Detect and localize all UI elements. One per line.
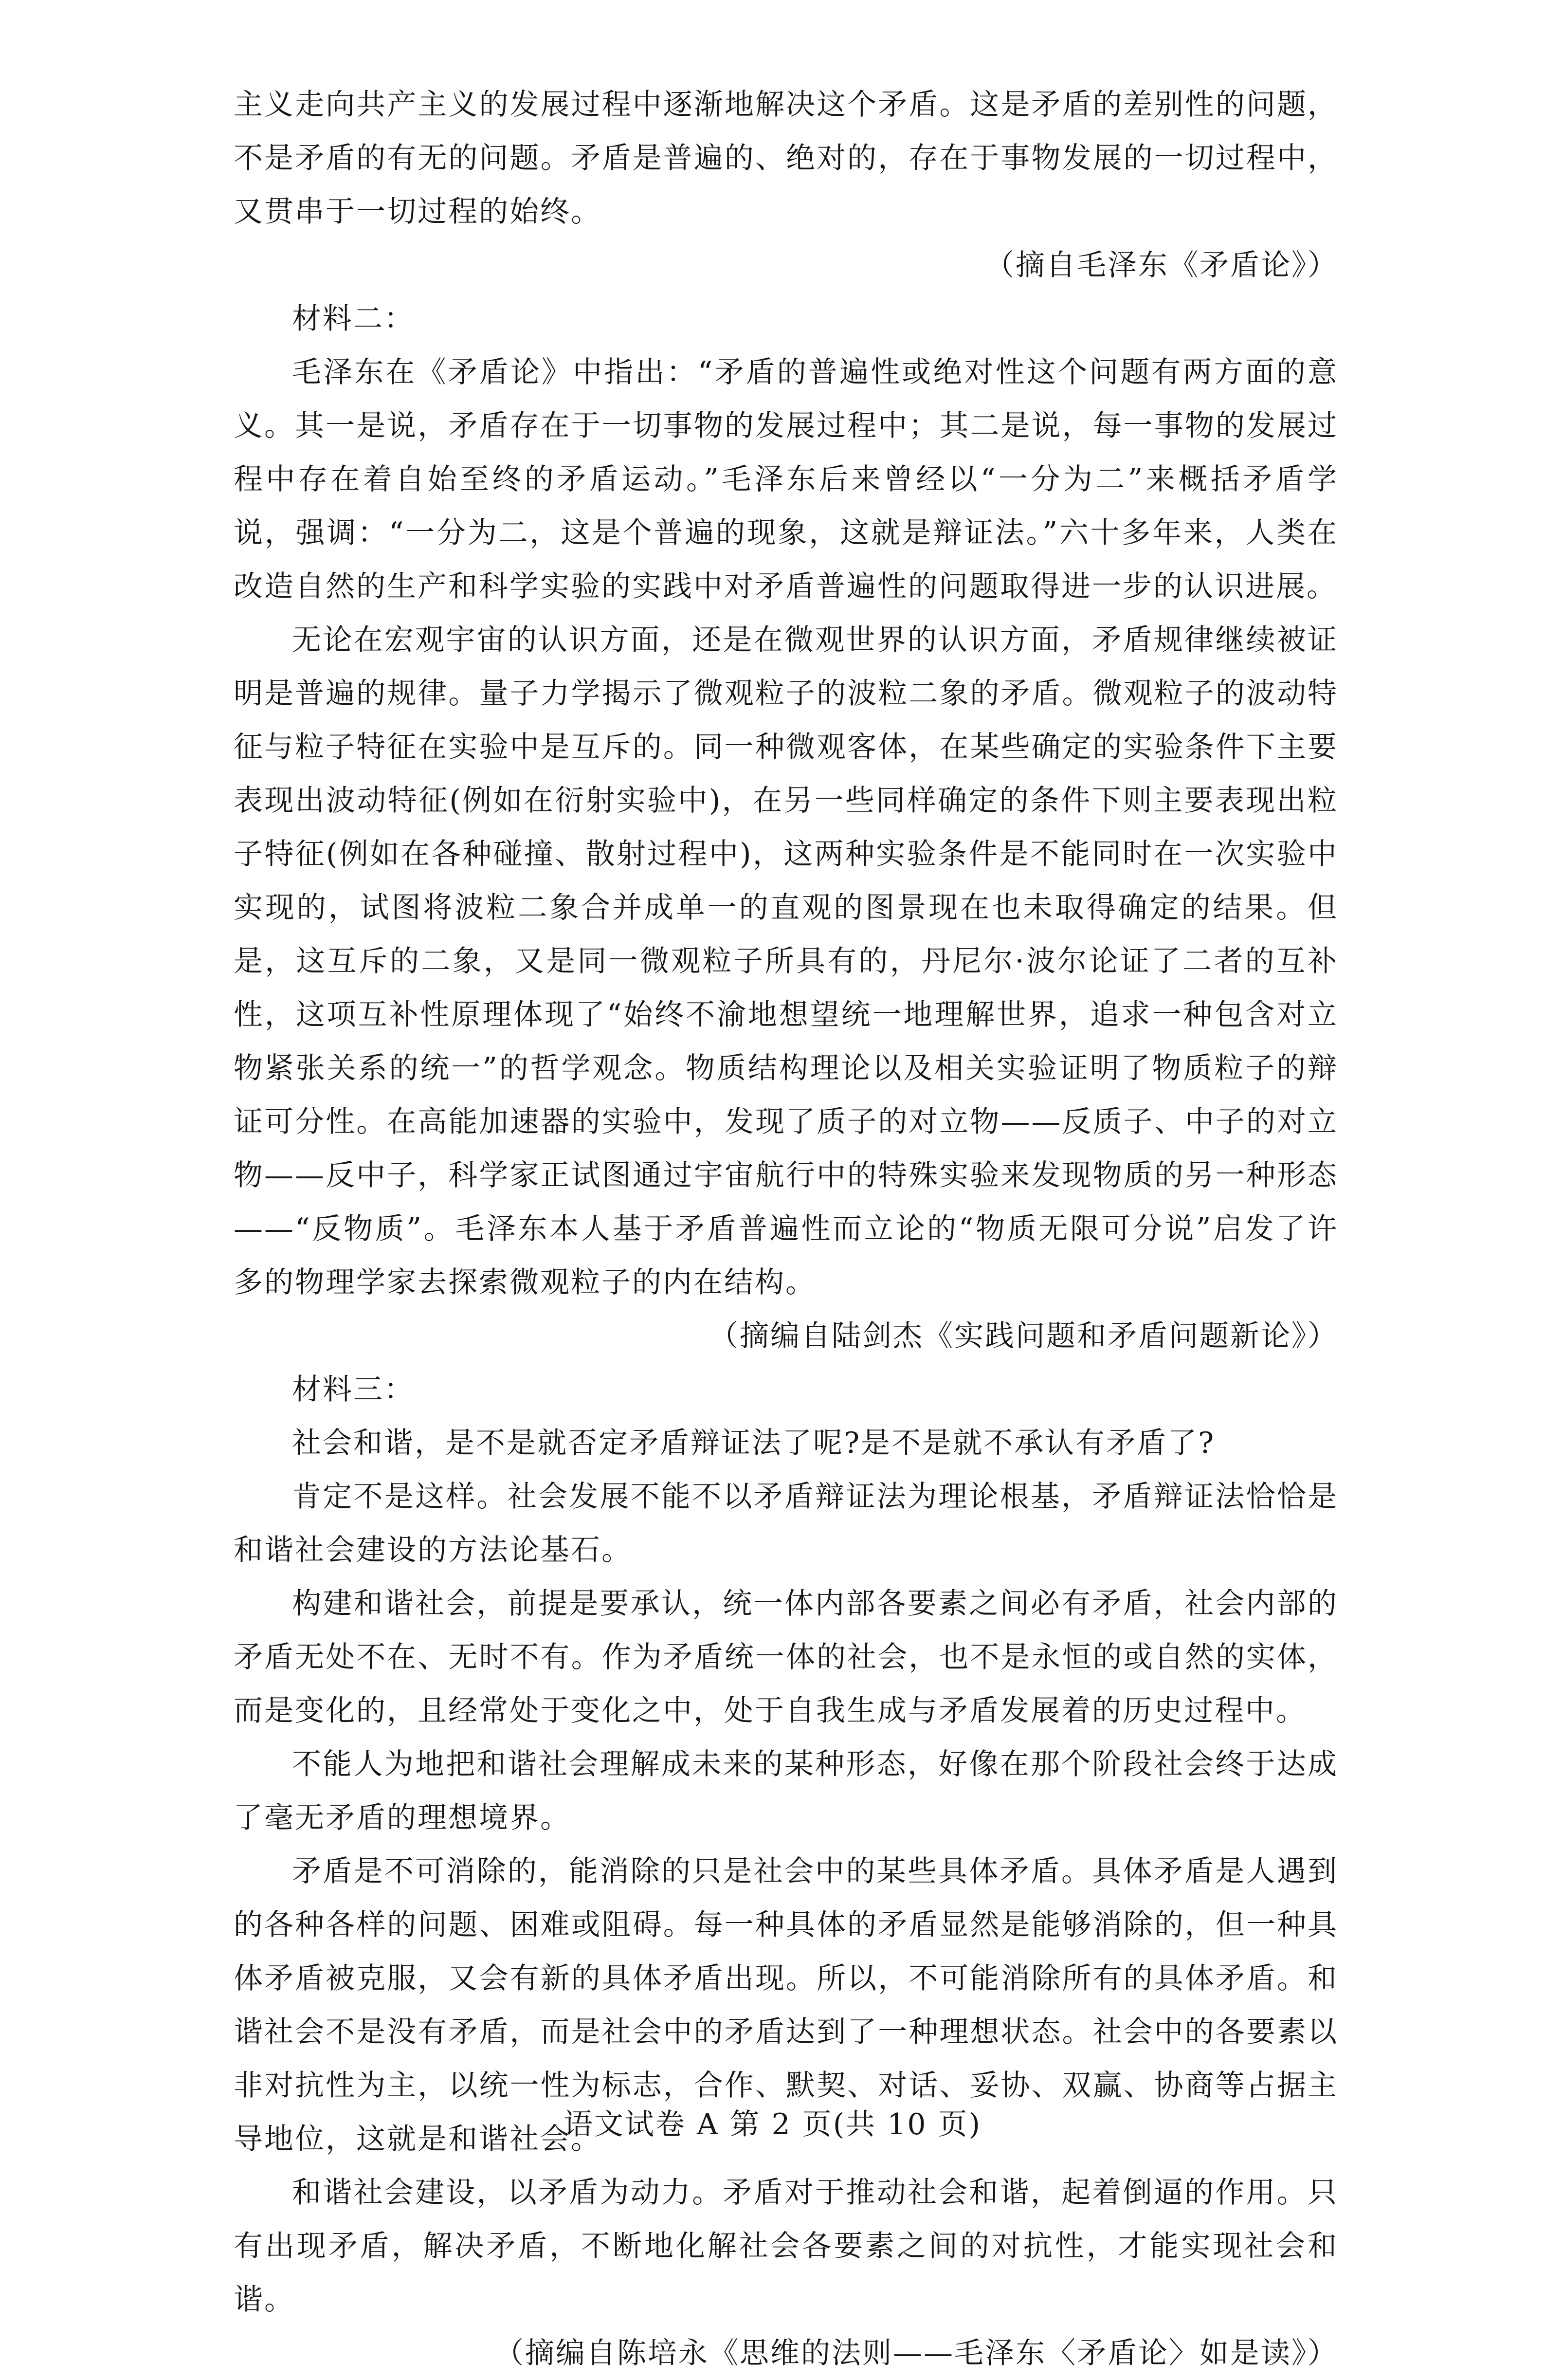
material3-paragraph: 不能人为地把和谐社会理解成未来的某种形态，好像在那个阶段社会终于达成了毫无矛盾的理想境界。 — [234, 1747, 1338, 1835]
material3-paragraph: 矛盾是不可消除的，能消除的只是社会中的某些具体矛盾。具体矛盾是人遇到的各种各样的问题、困难或阻碍。每一种具体的矛盾显然是能够消除的，但一种具体矛盾被克服，又会有新的具体矛盾出现。所以，不可能消除所有的具体矛盾。和谐社会不是没有矛盾，而是社会中的矛盾达到了一种理想状态。社会中的各要素以非对抗性为主，以统一性为标志，合作、默契、对话、妥协、双赢、协商等占据主导地位，这就是和谐社会。 — [234, 1854, 1338, 2156]
page-footer: 语文试卷 A 第 2 页(共 10 页) — [563, 2107, 982, 2142]
material3-paragraph: 社会和谐，是不是就否定矛盾辩证法了呢?是不是就不承认有矛盾了? — [292, 1426, 1216, 1460]
material3-source: （摘编自陈培永《思维的法则——毛泽东〈矛盾论〉如是读》） — [494, 2336, 1338, 2370]
material1-source: （摘自毛泽东《矛盾论》） — [985, 248, 1338, 282]
page-body — [234, 78, 1338, 2380]
material2-paragraph: 毛泽东在《矛盾论》中指出：“矛盾的普遍性或绝对性这个问题有两方面的意义。其一是说，矛盾存在于一切事物的发展过程中；其二是说，每一事物的发展过程中存在着自始至终的矛盾运动。”毛泽东后来曾经以“一分为二”来概括矛盾学说，强调：“一分为二，这是个普遍的现象，这就是辩证法。”六十多年来，人类在改造自然的生产和科学实验的实践中对矛盾普遍性的问题取得进一步的认识进展。 — [234, 355, 1338, 604]
material1-tail-paragraph: 主义走向共产主义的发展过程中逐渐地解决这个矛盾。这是矛盾的差别性的问题，不是矛盾的有无的问题。矛盾是普遍的、绝对的，存在于事物发展的一切过程中，又贯串于一切过程的始终。 — [234, 88, 1338, 229]
material2-paragraph: 无论在宏观宇宙的认识方面，还是在微观世界的认识方面，矛盾规律继续被证明是普遍的规律。量子力学揭示了微观粒子的波粒二象的矛盾。微观粒子的波动特征与粒子特征在实验中是互斥的。同一种微观客体，在某些确定的实验条件下主要表现出波动特征(例如在衍射实验中)，在另一些同样确定的条件下则主要表现出粒子特征(例如在各种碰撞、散射过程中)，这两种实验条件是不能同时在一次实验中实现的，试图将波粒二象合并成单一的直观的图景现在也未取得确定的结果。但是，这互斥的二象，又是同一微观粒子所具有的，丹尼尔·波尔论证了二者的互补性，这项互补性原理体现了“始终不渝地想望统一地理解世界，追求一种包含对立物紧张关系的统一”的哲学观念。物质结构理论以及相关实验证明了物质粒子的辩证可分性。在高能加速器的实验中，发现了质子的对立物——反质子、中子的对立物——反中子，科学家正试图通过宇宙航行中的特殊实验来发现物质的另一种形态——“反物质”。毛泽东本人基于矛盾普遍性而立论的“物质无限可分说”启发了许多的物理学家去探索微观粒子的内在结构。 — [234, 623, 1338, 1300]
material2-heading: 材料二： — [292, 302, 415, 336]
material2-source: （摘编自陆剑杰《实践问题和矛盾问题新论》） — [709, 1319, 1338, 1353]
material3-paragraph: 肯定不是这样。社会发展不能不以矛盾辩证法为理论根基，矛盾辩证法恰恰是和谐社会建设的方法论基石。 — [234, 1480, 1338, 1567]
material3-heading: 材料三： — [292, 1373, 415, 1407]
material3-paragraph: 构建和谐社会，前提是要承认，统一体内部各要素之间必有矛盾，社会内部的矛盾无处不在、无时不有。作为矛盾统一体的社会，也不是永恒的或自然的实体，而是变化的，且经常处于变化之中，处于自我生成与矛盾发展着的历史过程中。 — [234, 1587, 1338, 1728]
material3-paragraph: 和谐社会建设，以矛盾为动力。矛盾对于推动社会和谐，起着倒逼的作用。只有出现矛盾，解决矛盾，不断地化解社会各要素之间的对抗性，才能实现社会和谐。 — [234, 2176, 1338, 2317]
